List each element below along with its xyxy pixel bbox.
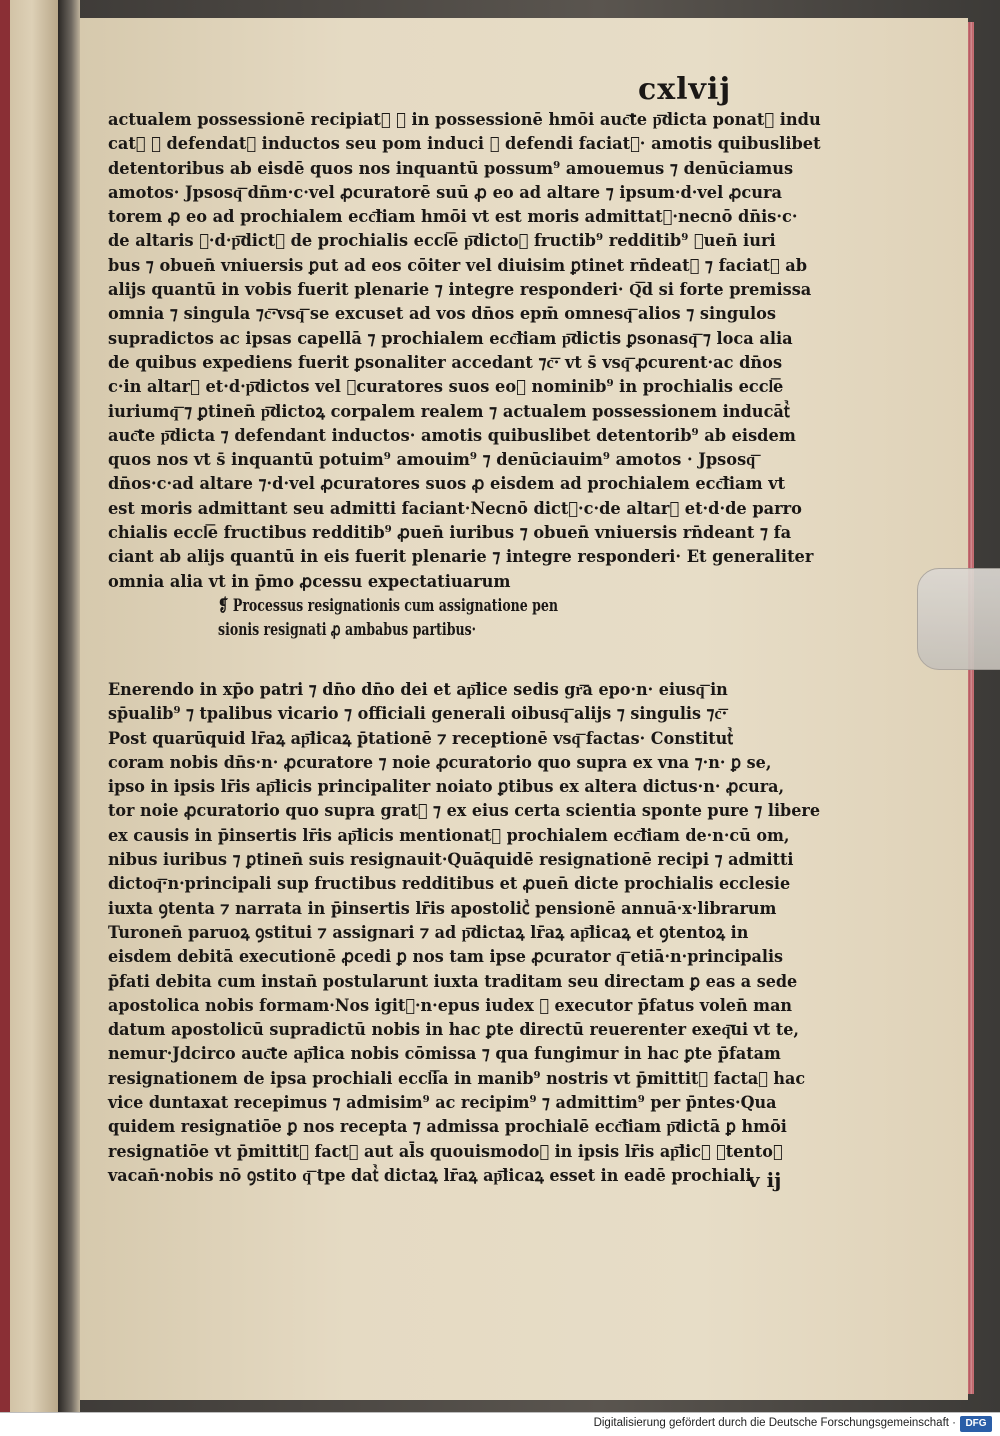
text-line: Enerendo in xp̄o patri ⁊ dn̄o dn̄o dei et ap͞lice sedis gr͞a epo·n· eiusq͞ in [108, 680, 728, 700]
text-line: quos nos vt s̄ inquantū potuim⁹ amouim⁹ ⁊ denūciauim⁹ amotos · Jpsosq͞ [108, 450, 756, 471]
text-line: iuxta ꝯtenta ⁊ narrata in p̄insertis lr̄is apostolicᷣ pensionē annuā·x·librarum [108, 898, 777, 919]
text-line: c·in altarᷣ et·d·p͞dictos vel ꝓcuratores suos eoꝝ nominib⁹ in prochialis eccl͞e [108, 377, 784, 398]
text-line: p̄fati debita cum instan̄ postularunt iuxta traditam seu directam ꝑ eas a sede [108, 971, 798, 992]
text-line: apostolica nobis formam·Nos igitᷣ·n·epus iudex ⁊ executor p̄fatus volen̄ man [108, 995, 793, 1016]
text-block-2 [108, 678, 874, 1188]
text-line: omnia ⁊ singula ⁊c͞·vsq͞ se excuset ad vos dn̄os epm̄ omnesq͞ alios ⁊ singulos [108, 304, 776, 325]
text-line: amotos· Jpsosq͞ dn̄m·c·vel ꝓcuratorē suū ꝓ eo ad altare ⁊ ipsum·d·vel ꝓcura [108, 182, 783, 203]
text-line: ipso in ipsis lr̄is ap͞licis principaliter noiato ꝑtibus ex altera dictus·n· ꝓcura, [108, 777, 785, 798]
rubric-line: ❡ Processus resignationis cum assignatione pen [218, 596, 559, 616]
text-line: sp̄ualib⁹ ⁊ tpalibus vicario ⁊ officiali generali oibusq͞ alijs ⁊ singulis ⁊c͞· [108, 704, 728, 725]
text-line: ciant ab alijs quantū in eis fuerit plenarie ⁊ integre responderi· Et generaliter [108, 547, 814, 568]
page-red-edge [0, 0, 10, 1412]
text-line: tor noie ꝓcuratorio quo supra gratᷣ ⁊ ex eius certa scientia sponte pure ⁊ libere [108, 801, 820, 822]
text-block-1 [108, 108, 865, 594]
text-line: bus ⁊ obuen̄ vniuersis ꝑut ad eos cōiter vel diuisim ꝑtinet rn̄deatᷣ ⁊ faciatᷣ ab [108, 255, 808, 276]
text-line: supradictos ac ipsas capellā ⁊ prochialem ecc͞liam p͞dictis ꝑsonasq͞ ⁊ loca alia [108, 328, 793, 349]
text-line: coram nobis dn̄s·n· ꝓcuratore ⁊ noie ꝓcuratorio quo supra ex vna ⁊·n· ꝑ se, [108, 752, 772, 773]
section-rubric [218, 594, 684, 643]
text-line: nibus iuribus ⁊ ꝑtinen̄ suis resignauit·Quāquidē resignationē recipi ⁊ admitti [108, 850, 794, 871]
page-clip [917, 568, 1000, 670]
text-line: auc͞te p͞dicta ⁊ defendant inductos· amotis quibuslibet detentorib⁹ ab eisdem [108, 425, 796, 446]
footer-bar [0, 1412, 1000, 1436]
text-line: de quibus expediens fuerit ꝑsonaliter accedant ⁊c͞· vt s̄ vsq͞ ꝓcurent·ac dn̄os [108, 352, 783, 373]
text-line: detentoribus ab eisdē quos nos inquantū possum⁹ amouemus ⁊ denūciamus [108, 158, 794, 179]
text-line: torem ꝓ eo ad prochialem ecc͞liam hmōi vt est moris admittatᷣ·necnō dn̄is·c· [108, 207, 798, 228]
text-line: Turonen̄ paruoꝝ ꝯstitui ⁊ assignari ⁊ ad p͞dictaꝝ lr̄aꝝ ap͞licaꝝ et ꝯtentoꝝ in [108, 922, 749, 943]
text-line: datum apostolicū supradictū nobis in hac ꝑte directū reuerenter exeq͞ui vt te, [108, 1020, 799, 1041]
previous-page-edge [0, 0, 58, 1412]
text-line: actualem possessionē recipiatᷣ ⁊ in possessionē hmōi auc͞te p͞dicta ponatᷣ indu [108, 110, 821, 130]
text-line: dn̄os·c·ad altare ⁊·d·vel ꝓcuratores suos ꝓ eisdem ad prochialem ecc͞liam vt [108, 474, 786, 495]
text-line: eisdem debitā executionē ꝓcedi ꝑ nos tam ipse ꝓcurator q͞ etiā·n·principalis [108, 947, 784, 968]
rubric-line: sionis resignati ꝓ ambabus partibus· [218, 620, 477, 641]
text-line: quidem resignatiōe ꝑ nos recepta ⁊ admissa prochialē ecc͞liam p͞dictā ꝑ hmōi [108, 1117, 787, 1138]
signature-mark: v ij [748, 1168, 782, 1192]
dfg-logo[interactable]: DFG [960, 1416, 992, 1432]
text-line: resignatiōe vt p̄mittitᷣ factᷣ aut al̄s quouismodoꝝ in ipsis lr̄is ap͞licᷣ ꝯtentoꝝ [108, 1141, 783, 1162]
text-line: chialis eccl͞e fructibus redditib⁹ ꝓuen̄ iuribus ⁊ obuen̄ vniuersis rn̄deant ⁊ fa [108, 523, 792, 544]
text-line: vice duntaxat recepimus ⁊ admisim⁹ ac recipim⁹ ⁊ admittim⁹ per p̄ntes·Qua [108, 1093, 777, 1114]
text-line: omnia alia vt in p̄mo ꝓcessu expectatiuarum [108, 571, 511, 592]
text-line: dictoq͞·n·principali sup fructibus redditibus et ꝓuen̄ dicte prochialis ecclesie [108, 874, 791, 895]
folio-number: cxlvij [638, 72, 732, 107]
text-line: nemur·Jdcirco auc͞te ap͞lica nobis cōmissa ⁊ qua fungimur in hac ꝑte p̄fatam [108, 1044, 781, 1065]
text-line: resignationem de ipsa prochiali eccl͞ia in manib⁹ nostris vt p̄mittitᷣ factaꝫ hac [108, 1068, 806, 1089]
book-gutter [58, 0, 80, 1412]
text-line: catᷣ ⁊ defendatᷣ inductos seu pom induci ⁊ defendi faciatᷣ· amotis quibuslibet [108, 134, 821, 155]
text-line: ex causis in p̄insertis lr̄is ap͞licis mentionatᷣ prochialem ecc͞liam de·n·cū om, [108, 825, 790, 846]
text-line: iuriumq͞ ⁊ ꝑtinen̄ p͞dictoꝝ corpalem realem ⁊ actualem possessionem inducātᷣ [108, 401, 790, 422]
text-line: de altaris ⁊·d·p͞dictᷣ de prochialis eccl͞e p͞dictoꝝ fructib⁹ redditib⁹ ꝓuen̄ iuri [108, 231, 776, 252]
text-line: alijs quantū in vobis fuerit plenarie ⁊ integre responderi· Q͞d si forte premissa [108, 280, 812, 301]
text-line: vacan̄·nobis nō ꝯstito q͞ tpe datᷣ dictaꝝ lr̄aꝝ ap͞licaꝝ esset in eadē prochiali [108, 1165, 752, 1186]
text-line: Post quarūquid lr̄aꝝ ap͞licaꝝ p̄tationē ⁊ receptionē vsq͞ factas· Constitutᷣ [108, 728, 734, 749]
text-line: est moris admittant seu admitti faciant·Necnō dictᷣ·c·de altarᷣ et·d·de parro [108, 498, 802, 519]
funding-credit: Digitalisierung gefördert durch die Deutsche Forschungsgemeinschaft · [593, 1417, 956, 1429]
